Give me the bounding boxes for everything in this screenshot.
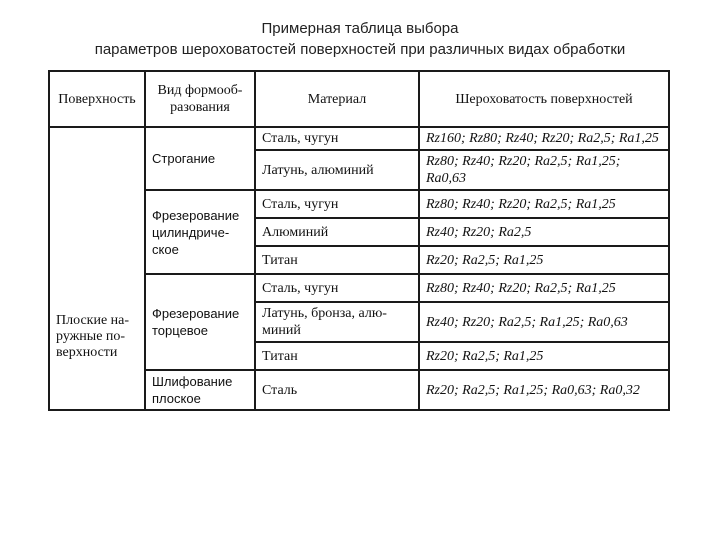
slide-title-line-2: параметров шероховатостей поверхностей при различных видах обработки [94,41,626,58]
roughness-cell: Rz20; Ra2,5; Ra1,25 [419,246,669,274]
header-surface: Поверхность [49,71,145,127]
header-process: Вид формооб-разования [145,71,255,127]
roughness-cell: Rz20; Ra2,5; Ra1,25 [419,342,669,370]
roughness-cell: Rz40; Rz20; Ra2,5; Ra1,25; Ra0,63 [419,302,669,342]
material-cell: Сталь, чугун [255,127,419,150]
material-cell: Латунь, алюминий [255,150,419,190]
process-cell: Строгание [145,127,255,190]
material-cell: Титан [255,342,419,370]
material-cell: Титан [255,246,419,274]
table-row [49,127,669,150]
roughness-cell: Rz80; Rz40; Rz20; Ra2,5; Ra1,25 [419,274,669,302]
process-cell: Фрезерование торцевое [145,274,255,370]
table-header-row [49,71,669,127]
header-roughness: Шероховатость поверхностей [419,71,669,127]
material-cell: Сталь [255,370,419,410]
header-material: Материал [255,71,419,127]
roughness-cell: Rz20; Ra2,5; Ra1,25; Ra0,63; Ra0,32 [419,370,669,410]
surface-cell: Плоские на-ружные по-верхности [49,127,145,410]
material-cell: Алюминий [255,218,419,246]
material-cell: Сталь, чугун [255,274,419,302]
material-cell: Сталь, чугун [255,190,419,218]
roughness-cell: Rz40; Rz20; Ra2,5 [419,218,669,246]
process-cell: Фрезерование цилиндриче-ское [145,190,255,274]
process-cell: Шлифование плоское [145,370,255,410]
roughness-cell: Rz80; Rz40; Rz20; Ra2,5; Ra1,25 [419,190,669,218]
roughness-selection-table [48,70,670,411]
roughness-cell: Rz80; Rz40; Rz20; Ra2,5; Ra1,25; Ra0,63 [419,150,669,190]
material-cell: Латунь, бронза, алю-миний [255,302,419,342]
slide-title-line-1: Примерная таблица выбора [261,20,459,37]
roughness-cell: Rz160; Rz80; Rz40; Rz20; Ra2,5; Ra1,25 [419,127,669,150]
